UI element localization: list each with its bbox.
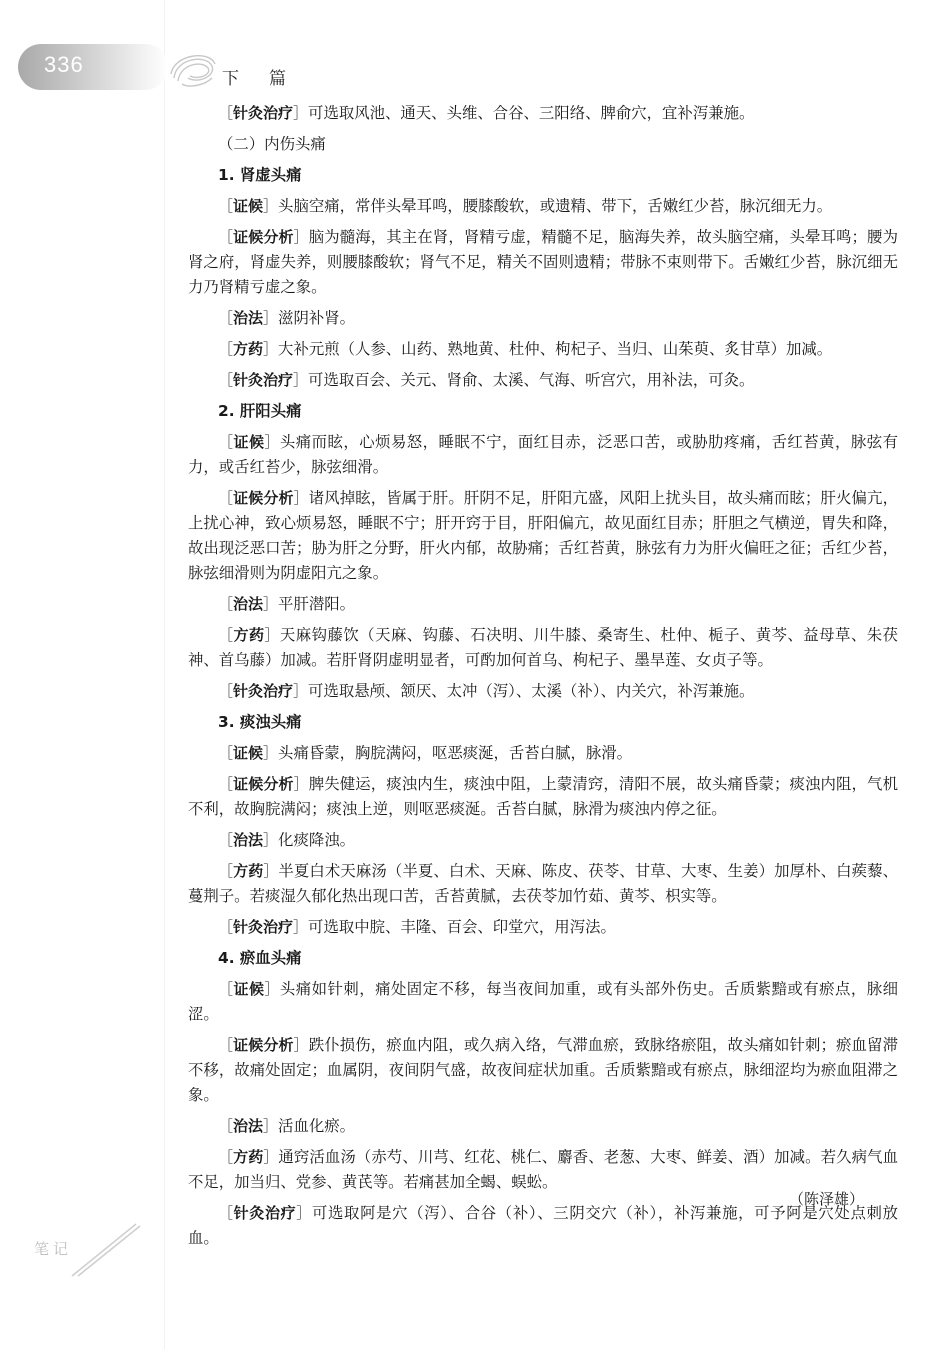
tag-bracket-close: ］ <box>263 309 279 327</box>
margin-note-label: 笔记 <box>34 1240 73 1258</box>
tag-bracket-open: ［ <box>218 1036 234 1054</box>
tag-bracket-open: ［ <box>218 980 234 998</box>
paragraph-tag: 针灸治疗 <box>233 682 294 700</box>
tag-bracket-open: ［ <box>218 489 234 507</box>
tag-bracket-close: ］ <box>264 433 280 451</box>
paragraph-text: 大补元煎（人参、山药、熟地黄、杜仲、枸杞子、当归、山茱萸、炙甘草）加减。 <box>278 340 833 358</box>
paragraph-tag: 治法 <box>233 595 264 613</box>
tag-bracket-close: ］ <box>293 371 309 389</box>
paragraph-tag: 治法 <box>233 309 264 327</box>
section-heading: 2. 肝阳头痛 <box>218 402 302 420</box>
tag-bracket-open: ［ <box>218 775 234 793</box>
paragraph-text: 通窍活血汤（赤芍、川芎、红花、桃仁、麝香、老葱、大枣、鲜姜、酒）加减。若久病气血不足，加当归、党参、黄芪等。若痛甚加全蝎、蜈蚣。 <box>188 1148 898 1191</box>
paragraph-text: 头痛昏蒙，胸脘满闷，呕恶痰涎，舌苔白腻，脉滑。 <box>278 744 633 762</box>
tag-bracket-open: ［ <box>218 340 234 358</box>
tag-bracket-close: ］ <box>293 104 309 122</box>
page-number: 336 <box>44 52 84 77</box>
pen-icon <box>66 1220 146 1280</box>
body-paragraph <box>188 368 898 393</box>
tag-bracket-close: ］ <box>293 775 309 793</box>
paragraph-tag: 治法 <box>233 1117 264 1135</box>
paragraph-text: 可选取悬颅、颔厌、太冲（泻）、太溪（补）、内关穴，补泻兼施。 <box>308 682 755 700</box>
tag-bracket-close: ］ <box>263 1117 279 1135</box>
tag-bracket-open: ［ <box>218 104 234 122</box>
paragraph-text: 头痛如针刺，痛处固定不移，每当夜间加重，或有头部外伤史。舌质紫黯或有瘀点，脉细涩。 <box>188 980 898 1023</box>
paragraph-tag: 针灸治疗 <box>233 371 294 389</box>
paragraph-tag: 方药 <box>233 1148 264 1166</box>
subsection-heading: （二）内伤头痛 <box>218 135 326 153</box>
body-paragraph <box>188 977 898 1027</box>
tag-bracket-open: ［ <box>218 862 234 880</box>
body-paragraph <box>188 592 898 617</box>
paragraph-text: 头脑空痛，常伴头晕耳鸣，腰膝酸软，或遗精、带下，舌嫩红少苔，脉沉细无力。 <box>278 197 833 215</box>
paragraph-text: 可选取百会、关元、肾俞、太溪、气海、听宫穴，用补法，可灸。 <box>308 371 755 389</box>
paragraph-text: 天麻钩藤饮（天麻、钩藤、石决明、川牛膝、桑寄生、杜仲、栀子、黄芩、益母草、朱茯神、首乌藤）加减。若肝肾阴虚明显者，可酌加何首乌、枸杞子、墨旱莲、女贞子等。 <box>188 626 898 669</box>
tag-bracket-open: ［ <box>218 433 234 451</box>
paragraph-text: 跌仆损伤，瘀血内阻，或久病入络，气滞血瘀，致脉络瘀阻，故头痛如针刺；瘀血留滞不移，故痛处固定；血属阴，夜间阴气盛，故夜间症状加重。舌质紫黯或有瘀点，脉细涩均为瘀血阻滞之象。 <box>188 1036 898 1104</box>
paragraph-tag: 证候分析 <box>233 228 294 246</box>
section-heading: 1. 肾虚头痛 <box>218 166 302 184</box>
tag-bracket-close: ］ <box>293 228 309 246</box>
paragraph-tag: 证候分析 <box>233 775 294 793</box>
tag-bracket-close: ］ <box>293 682 309 700</box>
paragraph-tag: 证候 <box>233 980 265 998</box>
paragraph-text: 滋阴补肾。 <box>278 309 356 327</box>
tag-bracket-close: ］ <box>296 1204 312 1222</box>
tag-bracket-open: ［ <box>218 744 234 762</box>
tag-bracket-close: ］ <box>263 1148 279 1166</box>
body-paragraph <box>188 859 898 909</box>
tag-bracket-open: ［ <box>218 595 234 613</box>
body-paragraph <box>188 1033 898 1108</box>
tag-bracket-close: ］ <box>293 918 309 936</box>
body-paragraph <box>188 741 898 766</box>
body-paragraph <box>188 194 898 219</box>
body-paragraph <box>188 306 898 331</box>
paragraph-text: 可选取风池、通天、头维、合谷、三阳络、脾俞穴，宜补泻兼施。 <box>308 104 755 122</box>
tag-bracket-close: ］ <box>263 340 279 358</box>
tag-bracket-open: ［ <box>218 831 234 849</box>
paragraph-text: 头痛而眩，心烦易怒，睡眠不宁，面红目赤，泛恶口苦，或胁肋疼痛，舌红苔黄，脉弦有力，或舌红苔少，脉弦细滑。 <box>188 433 898 476</box>
tag-bracket-open: ［ <box>218 197 234 215</box>
tag-bracket-close: ］ <box>263 744 279 762</box>
paragraph-tag: 证候分析 <box>233 1036 294 1054</box>
paragraph-tag: 针灸治疗 <box>233 918 294 936</box>
paragraph-text: 脑为髓海，其主在肾，肾精亏虚，精髓不足，脑海失养，故头脑空痛，头晕耳鸣；腰为肾之府，肾虚失养，则腰膝酸软；肾气不足，精关不固则遗精；带脉不束则带下。舌嫩红少苔，脉沉细无力乃肾精亏虚之象。 <box>188 228 898 296</box>
tag-bracket-close: ］ <box>263 862 279 880</box>
tag-bracket-open: ［ <box>218 309 234 327</box>
paragraph-tag: 证候 <box>233 433 265 451</box>
tag-bracket-open: ［ <box>218 1204 234 1222</box>
margin-rule <box>164 0 165 1349</box>
body-paragraph <box>188 623 898 673</box>
body-paragraph <box>188 915 898 940</box>
body-paragraph <box>188 1114 898 1139</box>
paragraph-tag: 治法 <box>233 831 264 849</box>
body-paragraph <box>188 679 898 704</box>
paragraph-tag: 证候 <box>233 744 264 762</box>
tag-bracket-open: ［ <box>218 1148 234 1166</box>
paragraph-tag: 针灸治疗 <box>233 104 294 122</box>
tag-bracket-open: ［ <box>218 1117 234 1135</box>
tag-bracket-close: ］ <box>263 197 279 215</box>
paragraph-tag: 方药 <box>233 862 264 880</box>
paragraph-tag: 证候 <box>233 197 264 215</box>
tag-bracket-open: ［ <box>218 918 234 936</box>
paragraph-text: 平肝潜阳。 <box>278 595 356 613</box>
body-paragraph <box>188 101 898 126</box>
tag-bracket-close: ］ <box>293 489 309 507</box>
body-paragraph <box>188 225 898 300</box>
paragraph-tag: 针灸治疗 <box>233 1204 297 1222</box>
page-number-tab <box>18 44 168 90</box>
paragraph-tag: 证候分析 <box>233 489 294 507</box>
section-heading: 3. 痰浊头痛 <box>218 713 302 731</box>
body-paragraph <box>188 337 898 362</box>
section-heading: 4. 瘀血头痛 <box>218 949 302 967</box>
tag-bracket-open: ［ <box>218 626 234 644</box>
author-signature: （陈泽雄） <box>788 1190 864 1208</box>
paragraph-tag: 方药 <box>233 340 264 358</box>
tag-bracket-close: ］ <box>263 595 279 613</box>
tag-bracket-open: ［ <box>218 682 234 700</box>
tag-bracket-close: ］ <box>293 1036 309 1054</box>
paragraph-text: 诸风掉眩，皆属于肝。肝阴不足，肝阳亢盛，风阳上扰头目，故头痛而眩；肝火偏亢，上扰心神，致心烦易怒，睡眠不宁；肝开窍于目，肝阳偏亢，故见面红目赤；肝胆之气横逆，胃失和降，故出现泛恶口苦；胁为肝之分野，肝火内郁，故胁痛；舌红苔黄，脉弦有力为肝火偏旺之征；舌红少苔，脉弦细滑则为阴虚阳亢之象。 <box>188 489 898 582</box>
paragraph-text: 半夏白术天麻汤（半夏、白术、天麻、陈皮、茯苓、甘草、大枣、生姜）加厚朴、白蒺藜、蔓荆子。若痰湿久郁化热出现口苦，舌苔黄腻，去茯苓加竹茹、黄芩、枳实等。 <box>188 862 898 905</box>
body-paragraph <box>188 430 898 480</box>
body-paragraph <box>188 486 898 586</box>
body-paragraph <box>188 828 898 853</box>
swirl-ornament-icon <box>168 48 218 92</box>
body-paragraph <box>188 772 898 822</box>
page-body <box>188 101 898 1251</box>
paragraph-tag: 方药 <box>233 626 265 644</box>
tag-bracket-open: ［ <box>218 228 234 246</box>
tag-bracket-open: ［ <box>218 371 234 389</box>
tag-bracket-close: ］ <box>263 831 279 849</box>
paragraph-text: 脾失健运，痰浊内生，痰浊中阻，上蒙清窍，清阳不展，故头痛昏蒙；痰浊内阻，气机不利，故胸脘满闷；痰浊上逆，则呕恶痰涎。舌苔白腻，脉滑为痰浊内停之征。 <box>188 775 898 818</box>
paragraph-text: 可选取中脘、丰隆、百会、印堂穴，用泻法。 <box>308 918 616 936</box>
paragraph-text: 化痰降浊。 <box>278 831 356 849</box>
running-head: 下篇 <box>222 69 316 89</box>
tag-bracket-close: ］ <box>264 626 280 644</box>
paragraph-text: 可选取阿是穴（泻）、合谷（补）、三阴交穴（补），补泻兼施，可予阿是穴处点刺放血。 <box>188 1204 898 1247</box>
paragraph-text: 活血化瘀。 <box>278 1117 356 1135</box>
tag-bracket-close: ］ <box>264 980 280 998</box>
